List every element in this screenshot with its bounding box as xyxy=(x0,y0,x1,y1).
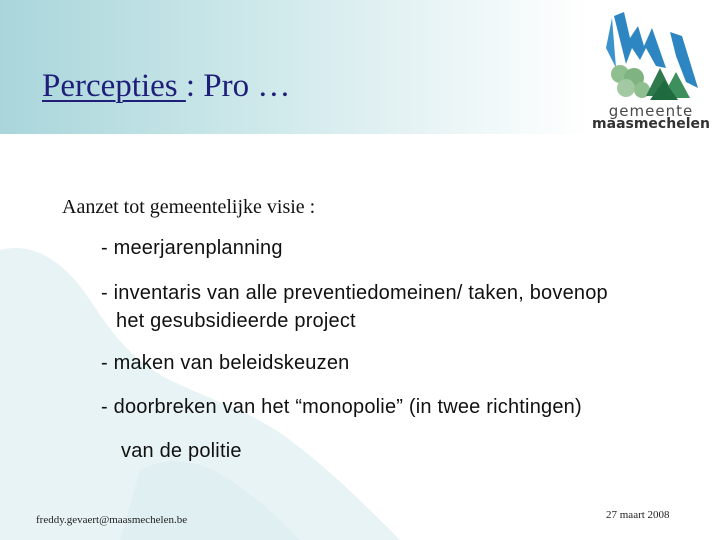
title-underlined: Percepties xyxy=(42,68,186,104)
footer-date: 27 maart 2008 xyxy=(606,509,670,521)
logo-text-gemeente: gemeente xyxy=(608,102,694,120)
bullet-1: - meerjarenplanning xyxy=(101,237,283,259)
bullet-4-continuation: van de politie xyxy=(121,440,242,462)
bullet-4: - doorbreken van het “monopolie” (in twee richtingen) xyxy=(101,396,582,418)
intro-text: Aanzet tot gemeentelijke visie : xyxy=(62,196,316,218)
bullet-3: - maken van beleidskeuzen xyxy=(101,352,350,374)
title-rest: : Pro … xyxy=(185,68,291,104)
slide-title xyxy=(42,68,290,105)
logo-text-maasmechelen: maasmechelen xyxy=(592,116,710,132)
bullet-2: - inventaris van alle preventiedomeinen/ taken, bovenop xyxy=(101,282,608,304)
bullet-2-continuation: het gesubsidieerde project xyxy=(116,310,356,332)
footer-email: freddy.gevaert@maasmechelen.be xyxy=(36,514,188,526)
